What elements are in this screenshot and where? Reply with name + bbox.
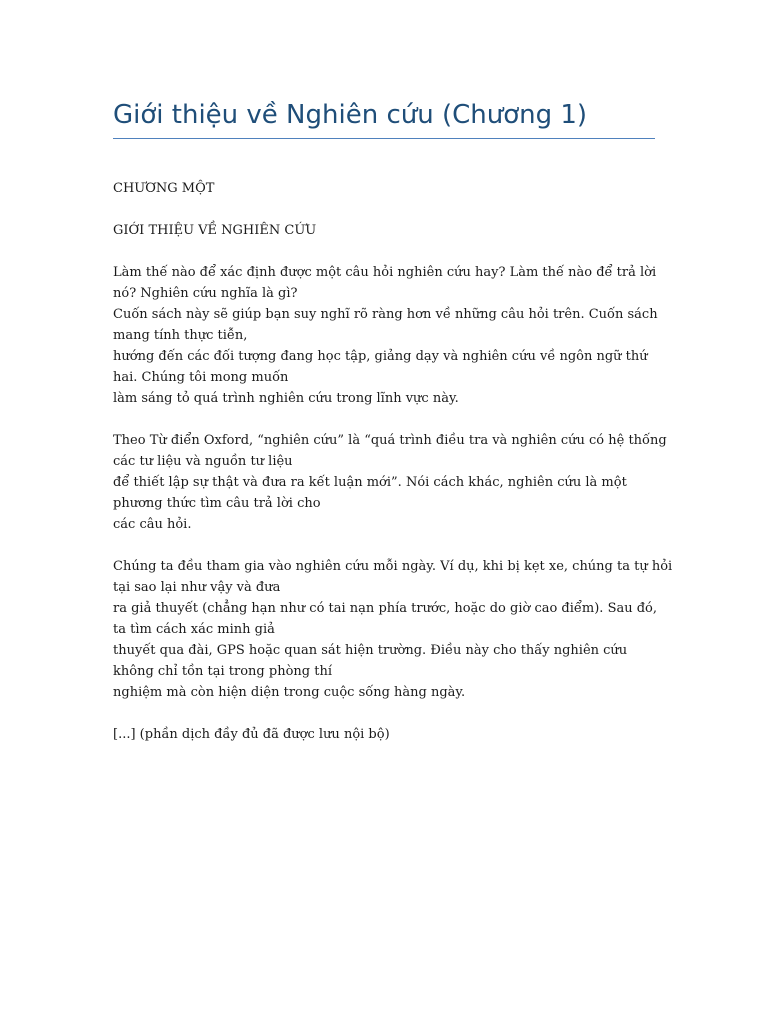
paragraph-line: nó? Nghiên cứu nghĩa là gì? — [113, 286, 298, 301]
paragraph-line: mang tính thực tiễn, — [113, 328, 248, 343]
paragraph-line: hướng đến các đối tượng đang học tập, giảng dạy và nghiên cứu về ngôn ngữ thứ — [113, 349, 648, 364]
chapter-label-text: CHƯƠNG MỘT — [113, 181, 215, 196]
paragraph-line: để thiết lập sự thật và đưa ra kết luận mới”. Nói cách khác, nghiên cứu là một — [113, 475, 627, 490]
paragraph-line: phương thức tìm câu trả lời cho — [113, 496, 321, 511]
paragraph-line: Cuốn sách này sẽ giúp bạn suy nghĩ rõ ràng hơn về những câu hỏi trên. Cuốn sách — [113, 307, 658, 322]
paragraph-line: nghiệm mà còn hiện diện trong cuộc sống hàng ngày. — [113, 685, 466, 700]
section-heading — [113, 220, 655, 241]
paragraph-4 — [113, 724, 655, 745]
paragraph-1 — [113, 262, 658, 409]
chapter-label — [113, 178, 655, 199]
paragraph-line: ta tìm cách xác minh giả — [113, 622, 275, 637]
document-body — [113, 178, 673, 745]
paragraph-line: [...] (phần dịch đầy đủ đã được lưu nội bộ) — [113, 727, 390, 742]
section-heading-text: GIỚI THIỆU VỀ NGHIÊN CỨU — [113, 223, 317, 238]
paragraph-line: Theo Từ điển Oxford, “nghiên cứu” là “quá trình điều tra và nghiên cứu có hệ thống — [113, 433, 667, 448]
paragraph-line: làm sáng tỏ quá trình nghiên cứu trong lĩnh vực này. — [113, 391, 459, 406]
title-divider — [113, 138, 655, 139]
paragraph-line: hai. Chúng tôi mong muốn — [113, 370, 289, 385]
document-page — [113, 0, 673, 766]
paragraph-line: Chúng ta đều tham gia vào nghiên cứu mỗi ngày. Ví dụ, khi bị kẹt xe, chúng ta tự hỏi — [113, 559, 673, 574]
paragraph-line: không chỉ tồn tại trong phòng thí — [113, 664, 332, 679]
paragraph-line: các câu hỏi. — [113, 517, 192, 532]
paragraph-line: Làm thế nào để xác định được một câu hỏi nghiên cứu hay? Làm thế nào để trả lời — [113, 265, 657, 280]
document-title: Giới thiệu về Nghiên cứu (Chương 1) — [113, 100, 588, 130]
paragraph-line: tại sao lại như vậy và đưa — [113, 580, 281, 595]
paragraph-line: thuyết qua đài, GPS hoặc quan sát hiện trường. Điều này cho thấy nghiên cứu — [113, 643, 628, 658]
paragraph-line: ra giả thuyết (chẳng hạn như có tai nạn phía trước, hoặc do giờ cao điểm). Sau đó, — [113, 601, 658, 616]
paragraph-2 — [113, 430, 667, 535]
paragraph-3 — [113, 556, 673, 703]
paragraph-line: các tư liệu và nguồn tư liệu — [113, 454, 293, 469]
